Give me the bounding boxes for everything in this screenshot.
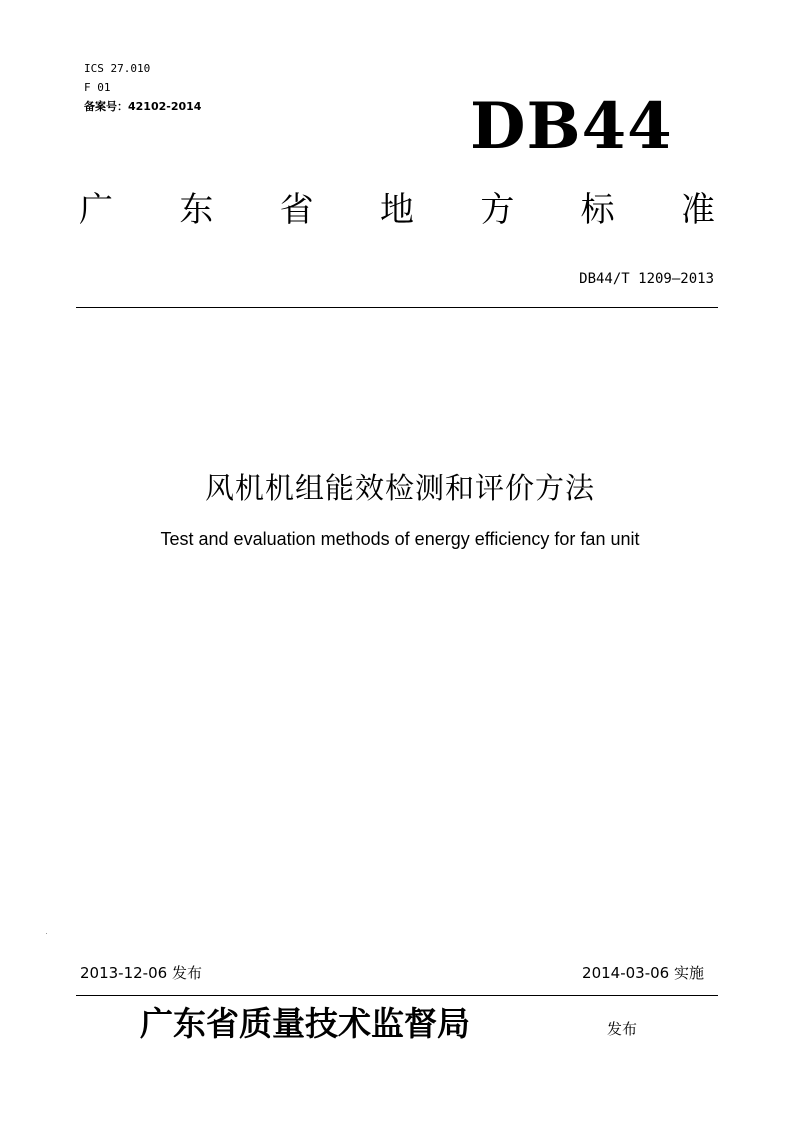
filing-number: 备案号：42102-2014 (84, 100, 202, 113)
standard-type-char: 准 (680, 189, 715, 230)
standard-type-char: 省 (279, 189, 314, 230)
issuer-suffix: 发布 (607, 1020, 638, 1038)
ics-code: ICS 27.010 (84, 62, 151, 75)
header-divider (76, 307, 718, 308)
ccs-code: F 01 (84, 81, 111, 94)
standard-type-char: 地 (379, 189, 414, 230)
title-english: Test and evaluation methods of energy efficiency for fan unit (160, 529, 640, 549)
standard-type-char: 广 (79, 189, 113, 230)
issuing-authority: 广东省质量技术监督局 (140, 1004, 470, 1043)
title-chinese: 风机机组能效检测和评价方法 (204, 471, 595, 505)
publish-date: 2013-12-06 发布 (80, 964, 202, 982)
implement-date: 2014-03-06 实施 (582, 964, 704, 982)
standard-number: DB44/T 1209—2013 (579, 271, 714, 287)
standard-type-char: 方 (480, 189, 515, 230)
standard-type-char: 标 (580, 189, 615, 230)
standard-type-heading (76, 184, 718, 228)
footer-divider (76, 995, 718, 996)
db44-logo: DB44 (470, 89, 673, 164)
standard-type-char: 东 (179, 189, 214, 230)
scan-speck (46, 933, 47, 934)
